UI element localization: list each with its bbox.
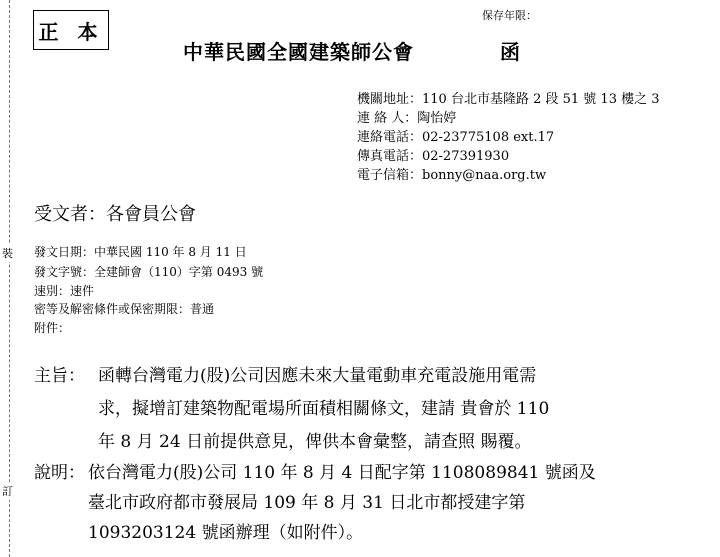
- explanation-line-2: 臺北市政府都市發展局 109 年 8 月 31 日北市都授建字第: [88, 493, 526, 513]
- retention-period-label: 保存年限：: [482, 9, 537, 22]
- organization-title: 中華民國全國建築師公會: [183, 40, 414, 64]
- original-copy-label: 正 本: [38, 19, 104, 44]
- explanation-line-1: 依台灣電力(股)公司 110 年 8 月 4 日配字第 1108089841 號函及: [88, 463, 596, 483]
- subject-label: 主旨：: [34, 366, 85, 386]
- staple-mark: 訂: [2, 482, 13, 500]
- subject-line-2: 求，擬增訂建築物配電場所面積相關條文，建請 貴會於 110: [98, 399, 550, 419]
- document-number: 發文字號：全建師會（110）字第 0493 號: [34, 265, 264, 279]
- contact-address: 機關地址：110 台北市基隆路 2 段 51 號 13 樓之 3: [357, 92, 660, 107]
- issue-date: 發文日期：中華民國 110 年 8 月 11 日: [34, 245, 247, 259]
- attachment-label: 附件：: [34, 321, 71, 335]
- binding-dashed-line: [9, 0, 10, 557]
- contact-person: 連 絡 人：陶怡婷: [357, 111, 457, 126]
- subject-line-3: 年 8 月 24 日前提供意見，俾供本會彙整，請查照 賜覆。: [98, 432, 532, 452]
- recipient: 受文者：各會員公會: [34, 204, 196, 225]
- explanation-label: 說明：: [34, 463, 85, 483]
- binding-mark: 裝: [2, 244, 13, 262]
- contact-fax: 傳真電話：02-27391930: [357, 149, 510, 164]
- contact-email[interactable]: 電子信箱：bonny@naa.org.tw: [357, 168, 547, 183]
- subject-line-1: 函轉台灣電力(股)公司因應未來大量電動車充電設施用電需: [98, 366, 537, 386]
- classification: 密等及解密條件或保密期限：普通: [34, 302, 215, 316]
- document-type: 函: [500, 40, 520, 64]
- explanation-line-3: 1093203124 號函辦理（如附件）。: [88, 523, 364, 543]
- original-copy-stamp: [33, 10, 109, 50]
- delivery-speed: 速別：速件: [34, 284, 95, 298]
- contact-phone: 連絡電話：02-23775108 ext.17: [357, 130, 555, 145]
